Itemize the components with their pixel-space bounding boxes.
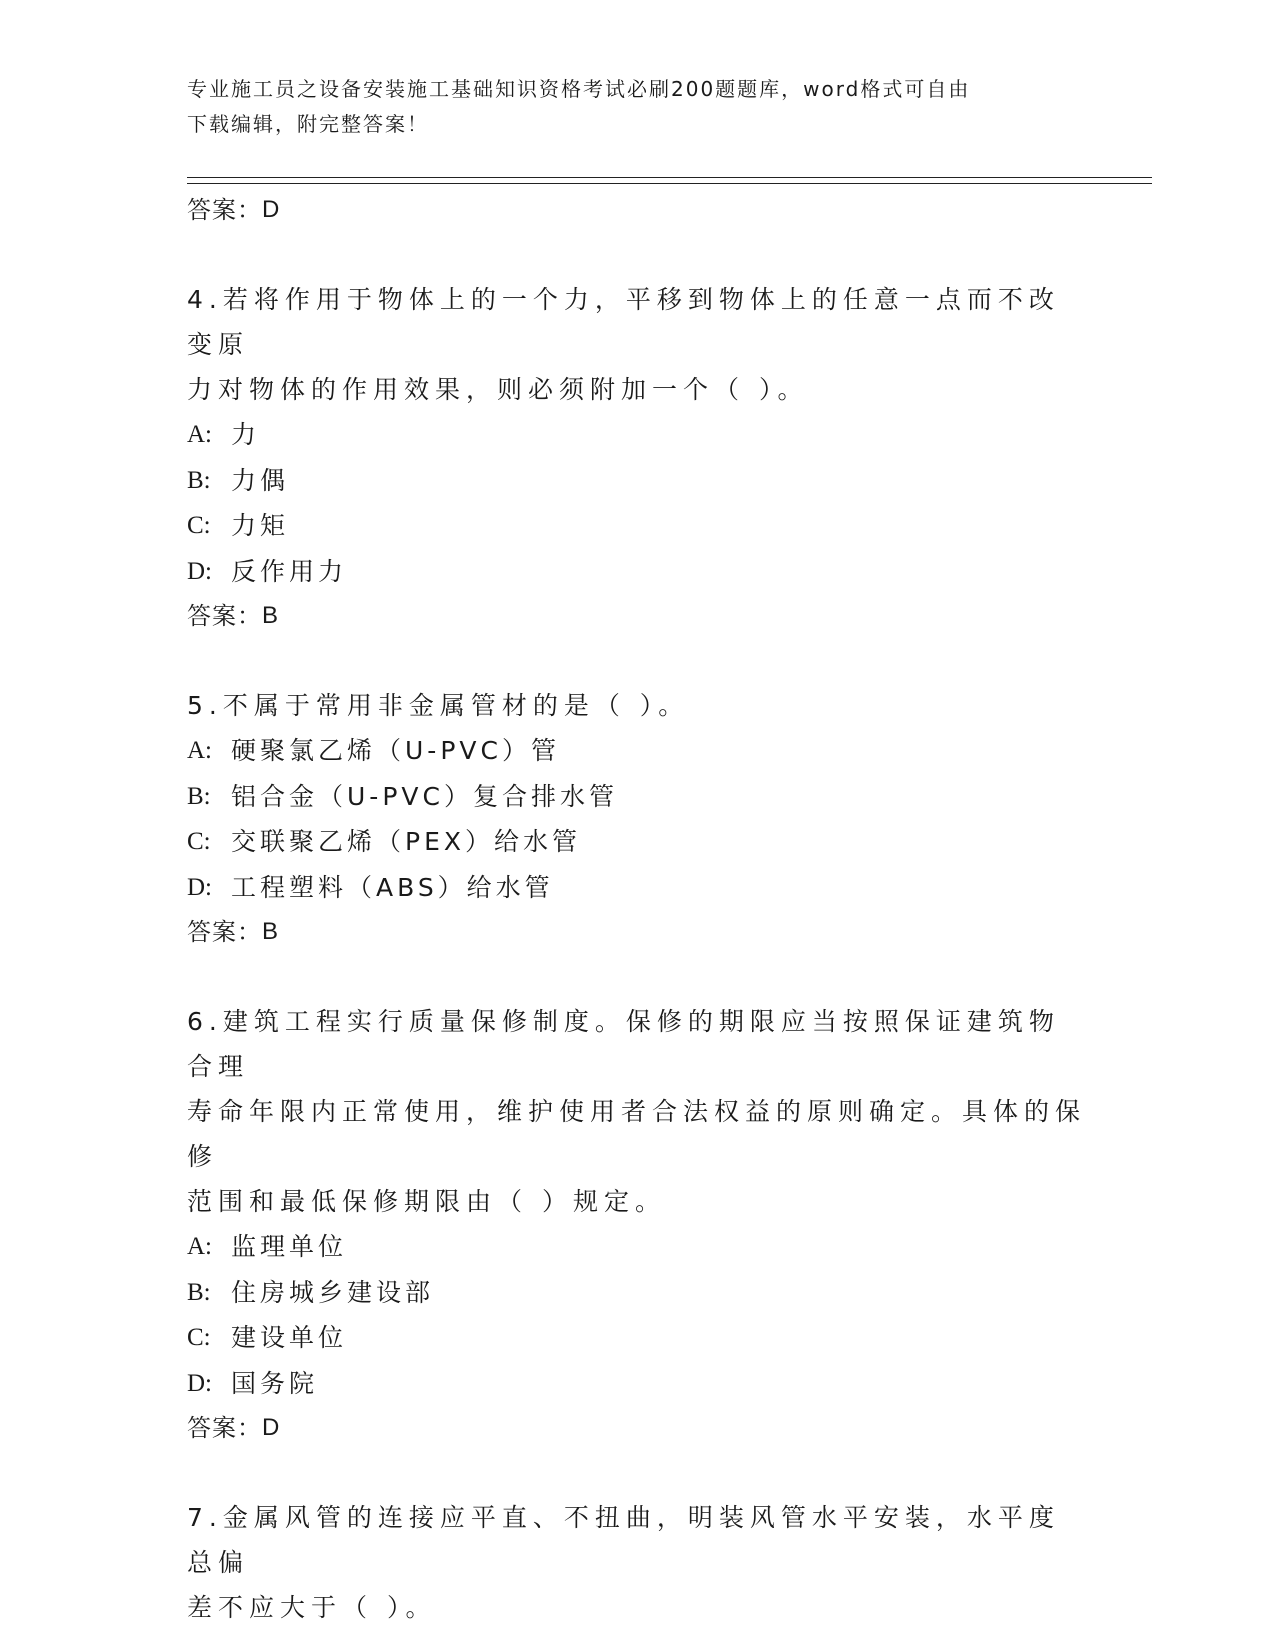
option-a (187, 1224, 1087, 1270)
option-b (187, 458, 1087, 504)
question-block (187, 683, 1087, 954)
header-divider-bottom (187, 183, 1152, 184)
document-body (187, 188, 1087, 1630)
answer-value: D (262, 1414, 281, 1441)
answer-value: B (262, 918, 280, 945)
option-text: 反作用力 (231, 556, 348, 586)
option-key: D: (187, 1369, 212, 1397)
option-b (187, 1270, 1087, 1316)
option-key: A: (187, 737, 212, 764)
question-text: 4.若将作用于物体上的一个力，平移到物体上的任意一点而不改变原 (187, 285, 1060, 359)
option-text: 力矩 (231, 511, 290, 540)
option-key: B: (187, 466, 211, 494)
question-text: 5.不属于常用非金属管材的是（ ）。 (187, 691, 690, 720)
option-key: B: (187, 782, 211, 810)
option-text: 铝合金（U-PVC）复合排水管 (231, 781, 618, 811)
option-text: 力 (231, 420, 261, 449)
option-text: 交联聚乙烯（PEX）给水管 (231, 827, 581, 856)
question-text: 6.建筑工程实行质量保修制度。保修的期限应当按照保证建筑物合理 (187, 1007, 1060, 1081)
question-block (187, 277, 1087, 638)
header-line-1: 专业施工员之设备安装施工基础知识资格考试必刷200题题库，word格式可自由 (187, 77, 971, 101)
option-c (187, 503, 1087, 549)
option-key: A: (187, 1233, 212, 1260)
option-d (187, 1361, 1087, 1407)
option-key: D: (187, 873, 212, 901)
spacer (187, 232, 1087, 277)
option-key: C: (187, 828, 211, 855)
spacer (187, 1450, 1087, 1495)
option-b (187, 774, 1087, 820)
option-key: C: (187, 1324, 211, 1351)
option-text: 工程塑料（ABS）给水管 (231, 872, 554, 902)
option-text: 国务院 (231, 1368, 319, 1398)
question-block (187, 999, 1087, 1450)
header-divider-top (187, 177, 1152, 178)
option-text: 监理单位 (231, 1232, 348, 1261)
option-text: 建设单位 (231, 1323, 348, 1352)
option-a (187, 728, 1087, 774)
answer-line (187, 910, 1087, 954)
document-header (187, 72, 1087, 142)
option-key: A: (187, 421, 212, 448)
spacer (187, 638, 1087, 683)
answer-label: 答案： (187, 918, 262, 946)
option-key: B: (187, 1278, 211, 1306)
answer-label: 答案： (187, 196, 262, 224)
question-text: 7.金属风管的连接应平直、不扭曲，明装风管水平安装，水平度总偏 (187, 1503, 1060, 1577)
question-text: 范围和最低保修期限由（ ）规定。 (187, 1187, 666, 1216)
header-line-2: 下载编辑，附完整答案！ (187, 112, 429, 136)
answer-label: 答案： (187, 1414, 262, 1442)
answer-line (187, 188, 1087, 232)
question-text: 力对物体的作用效果，则必须附加一个（ ）。 (187, 375, 809, 404)
answer-value: D (262, 196, 281, 223)
question-text: 寿命年限内正常使用，维护使用者合法权益的原则确定。具体的保修 (187, 1097, 1087, 1171)
option-a (187, 412, 1087, 458)
option-key: C: (187, 512, 211, 539)
answer-label: 答案： (187, 602, 262, 630)
spacer (187, 954, 1087, 999)
option-key: D: (187, 557, 212, 585)
option-d (187, 865, 1087, 911)
option-c (187, 1315, 1087, 1361)
option-text: 力偶 (231, 465, 290, 495)
question-text: 差不应大于（ ）。 (187, 1593, 437, 1622)
answer-line (187, 594, 1087, 638)
option-c (187, 819, 1087, 865)
option-text: 住房城乡建设部 (231, 1277, 435, 1307)
option-text: 硬聚氯乙烯（U-PVC）管 (231, 736, 560, 765)
option-d (187, 549, 1087, 595)
answer-value: B (262, 602, 280, 629)
answer-line (187, 1406, 1087, 1450)
question-block (187, 1495, 1087, 1630)
